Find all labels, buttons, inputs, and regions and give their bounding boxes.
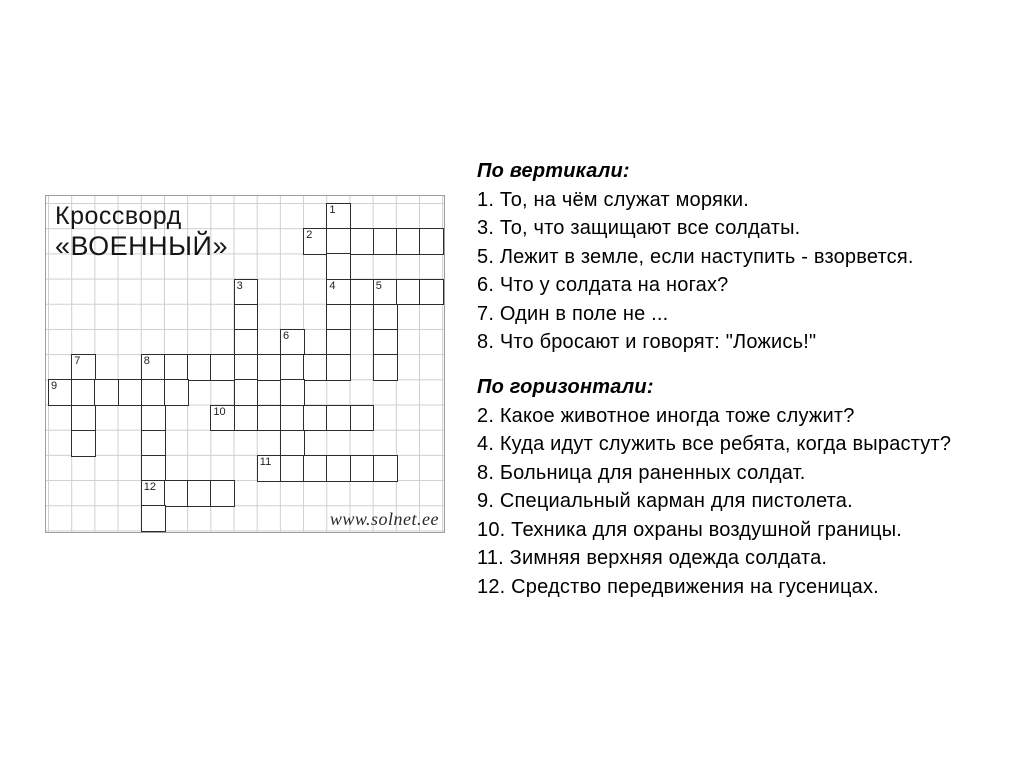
clue-item: 6. Что у солдата на ногах?: [477, 274, 729, 296]
grid-cell[interactable]: [373, 329, 398, 356]
grid-cell-6[interactable]: [280, 329, 305, 356]
grid-cell[interactable]: [71, 379, 96, 406]
grid-cell[interactable]: [94, 379, 119, 406]
grid-cell[interactable]: [118, 379, 143, 406]
grid-cell-9[interactable]: [48, 379, 73, 406]
grid-cell[interactable]: [71, 430, 96, 457]
cell-number: 4: [329, 279, 336, 292]
grid-cell-7[interactable]: [71, 354, 96, 381]
grid-cell-5[interactable]: [373, 279, 398, 306]
grid-cell[interactable]: [234, 379, 259, 406]
clue-item: 3. То, что защищают все солдаты.: [477, 217, 801, 239]
grid-cell[interactable]: [326, 354, 351, 381]
clue-item: 8. Что бросают и говорят: "Ложись!": [477, 331, 817, 353]
clue-item: 10. Техника для охраны воздушной границы.: [477, 518, 903, 541]
clues-horizontal-list: [477, 402, 977, 602]
grid-cell[interactable]: [303, 405, 328, 432]
grid-cell[interactable]: [210, 354, 235, 381]
grid-cell[interactable]: [210, 480, 235, 507]
watermark-link: www.solnet.ee: [329, 509, 439, 529]
clue-item: 1. То, на чём служат моряки.: [477, 188, 750, 211]
grid-cell[interactable]: [141, 505, 166, 532]
grid-cell[interactable]: [326, 228, 351, 255]
grid-cell[interactable]: [373, 455, 398, 482]
grid-cell[interactable]: [141, 405, 166, 432]
cell-number: 2: [306, 229, 313, 242]
grid-cell[interactable]: [303, 455, 328, 482]
grid-cell[interactable]: [164, 354, 189, 381]
clue-item: 5. Лежит в земле, если наступить - взорвется.: [477, 245, 914, 268]
grid-cell[interactable]: [303, 354, 328, 381]
grid-cell[interactable]: [187, 480, 212, 507]
grid-cell[interactable]: [326, 253, 351, 280]
clues-horizontal-block: [477, 373, 977, 601]
crossword-panel: [45, 195, 445, 533]
grid-cell[interactable]: [234, 304, 259, 331]
clues-vertical-block: [477, 157, 977, 357]
clues-horizontal-header: По горизонтали:: [477, 376, 654, 398]
grid-cell-11[interactable]: [257, 455, 282, 482]
grid-cell[interactable]: [373, 354, 398, 381]
grid-cell[interactable]: [350, 279, 375, 306]
grid-cell[interactable]: [280, 430, 305, 457]
cell-number: 11: [259, 456, 272, 468]
crossword-title: [55, 203, 228, 261]
grid-cell[interactable]: [350, 455, 375, 482]
grid-cell-8[interactable]: [141, 354, 166, 381]
grid-cell[interactable]: [234, 329, 259, 356]
cell-number: 5: [375, 279, 382, 292]
grid-cell[interactable]: [257, 405, 282, 432]
grid-cell[interactable]: [234, 405, 259, 432]
clue-item: 9. Специальный карман для пистолета.: [477, 490, 853, 512]
cell-number: 9: [51, 380, 58, 393]
grid-cell[interactable]: [326, 405, 351, 432]
grid-cell[interactable]: [164, 480, 189, 507]
grid-cell[interactable]: [141, 430, 166, 457]
crossword-title-line2: «ВОЕННЫЙ»: [55, 231, 228, 261]
grid-cell[interactable]: [280, 354, 305, 381]
clue-item: 8. Больница для раненных солдат.: [477, 461, 806, 484]
grid-cell[interactable]: [373, 304, 398, 331]
grid-cell[interactable]: [419, 228, 444, 255]
cell-number: 1: [329, 204, 336, 216]
grid-cell[interactable]: [164, 379, 189, 406]
grid-cell[interactable]: [326, 304, 351, 331]
grid-cell[interactable]: [326, 455, 351, 482]
grid-cell[interactable]: [71, 405, 96, 432]
grid-cell[interactable]: [280, 379, 305, 406]
grid-cell[interactable]: [257, 354, 282, 381]
grid-cell-12[interactable]: [141, 480, 166, 507]
cell-number: 10: [213, 405, 226, 418]
cell-number: 12: [143, 481, 157, 494]
grid-cell[interactable]: [280, 455, 305, 482]
clue-item: 11. Зимняя верхняя одежда солдата.: [477, 547, 828, 569]
cell-number: 8: [143, 355, 150, 368]
grid-cell[interactable]: [396, 279, 421, 306]
grid-cell[interactable]: [419, 279, 444, 306]
grid-cell[interactable]: [141, 379, 166, 406]
grid-cell[interactable]: [373, 228, 398, 255]
clue-item: 2. Какое животное иногда тоже служит?: [477, 404, 855, 427]
grid-cell[interactable]: [350, 228, 375, 255]
grid-cell[interactable]: [187, 354, 212, 381]
cell-number: 6: [283, 330, 290, 342]
grid-cell[interactable]: [234, 354, 259, 381]
grid-cell[interactable]: [141, 455, 166, 482]
clues-vertical-header: По вертикали:: [477, 160, 630, 182]
grid-cell-2[interactable]: [303, 228, 328, 255]
grid-cell[interactable]: [326, 329, 351, 356]
cell-number: 7: [74, 355, 81, 368]
clue-item: 12. Средство передвижения на гусеницах.: [477, 575, 879, 598]
cell-number: 3: [236, 279, 243, 292]
clue-item: 4. Куда идут служить все ребята, когда вырастут?: [477, 433, 952, 455]
grid-cell[interactable]: [396, 228, 421, 255]
grid-cell-3[interactable]: [234, 279, 259, 306]
grid-cell[interactable]: [350, 405, 375, 432]
clues-vertical-list: [477, 186, 977, 357]
clue-item: 7. Один в поле не ...: [477, 302, 669, 325]
grid-cell-10[interactable]: [210, 405, 235, 432]
grid-cell[interactable]: [280, 405, 305, 432]
crossword-title-line1: Кроссворд: [55, 202, 182, 230]
grid-cell-4[interactable]: [326, 279, 351, 306]
grid-cell-1[interactable]: [326, 203, 351, 230]
